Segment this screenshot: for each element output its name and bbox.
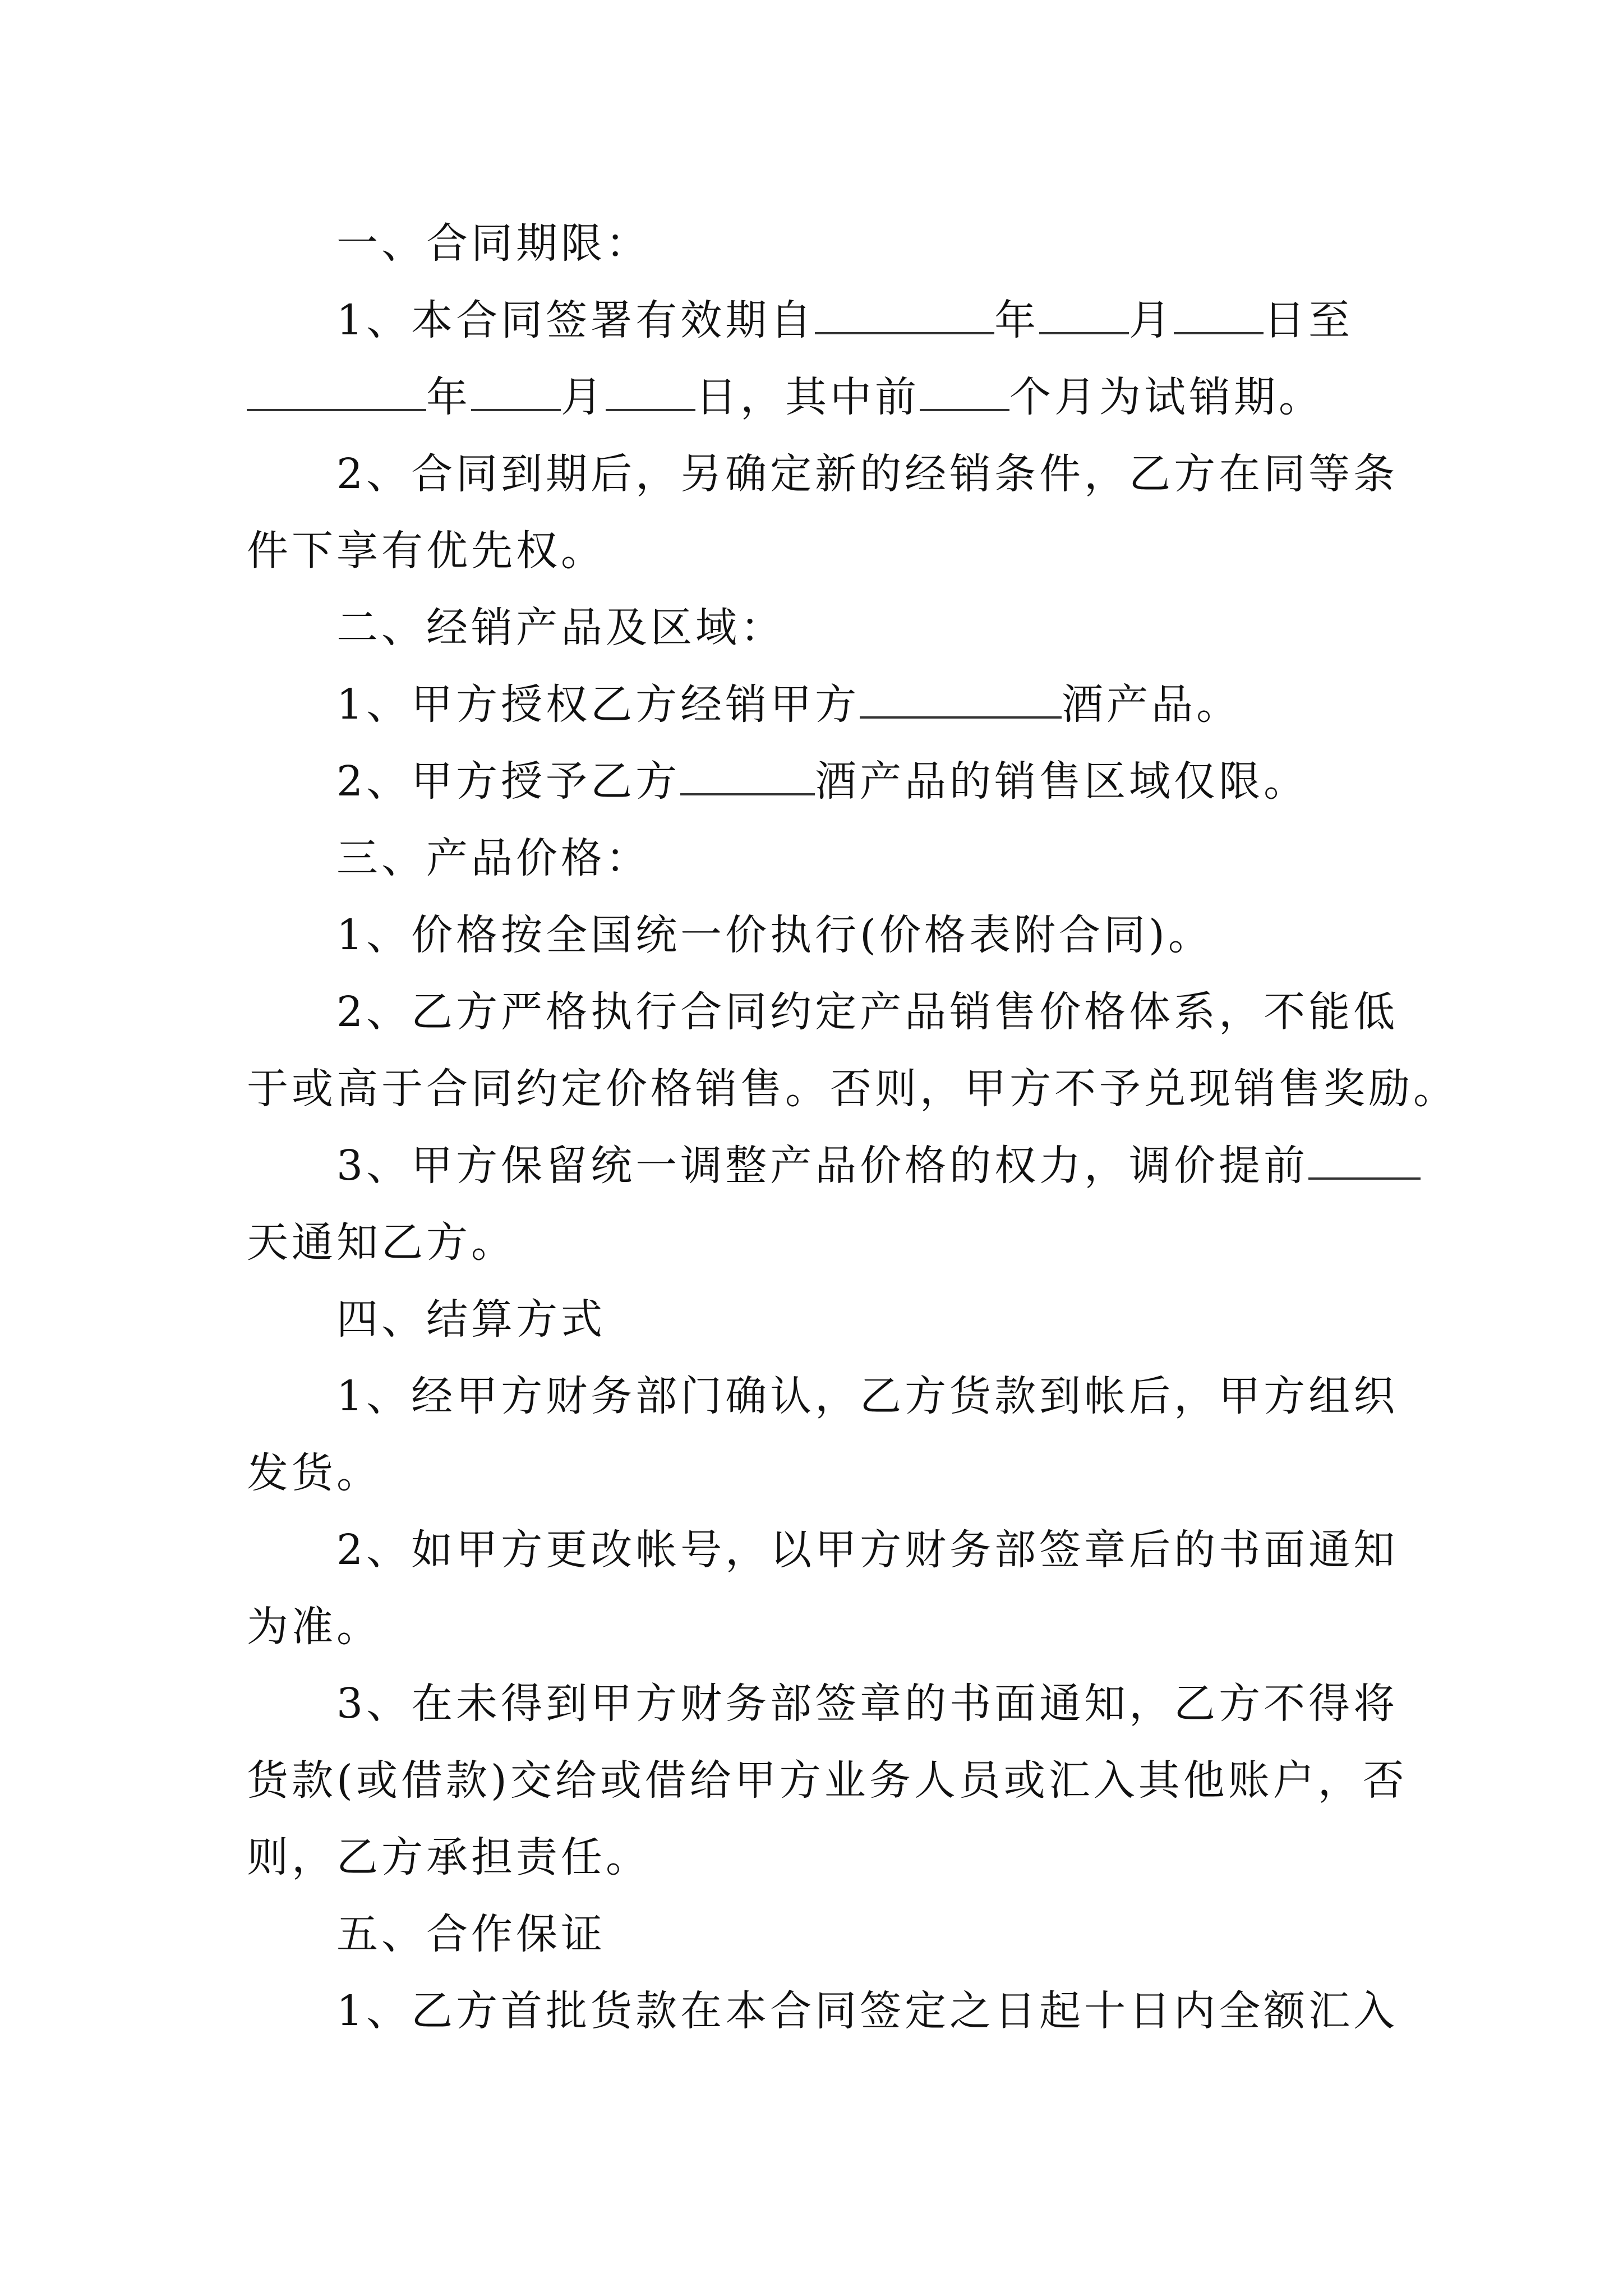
clause-1-1-line-2: 年 月 日，其中前 个月为试销期。 bbox=[247, 359, 1623, 436]
clause-2-2: 2、甲方授予乙方 酒产品的销售区域仅限。 bbox=[336, 743, 1623, 820]
section-5-title: 五、合作保证 bbox=[336, 1910, 606, 1958]
blank-notice-days bbox=[1308, 1130, 1421, 1180]
clause-4-3-line-2: 货款(或借款)交给或借给甲方业务人员或汇入其他账户，否 bbox=[247, 1756, 1408, 1805]
section-4-title: 四、结算方式 bbox=[336, 1295, 606, 1343]
clause-4-2-line-1: 2、如甲方更改帐号，以甲方财务部签章后的书面通知 bbox=[336, 1526, 1399, 1574]
blank-trial-months bbox=[920, 362, 1009, 411]
blank-region-product bbox=[680, 746, 815, 795]
clause-4-2-line-2: 为准。 bbox=[247, 1603, 381, 1651]
section-3-title: 三、产品价格： bbox=[336, 834, 651, 882]
blank-product-name bbox=[860, 669, 1062, 719]
clause-3-2-line-2: 于或高于合同约定价格销售。否则，甲方不予兑现销售奖励。 bbox=[247, 1065, 1458, 1113]
section-1-title: 一、合同期限： bbox=[336, 219, 651, 268]
clause-4-3-line-3: 则，乙方承担责任。 bbox=[247, 1833, 651, 1881]
blank-start-day bbox=[1174, 285, 1264, 334]
section-2-title: 二、经销产品及区域： bbox=[336, 604, 785, 652]
blank-start-month bbox=[1039, 285, 1129, 334]
blank-end-month bbox=[471, 362, 561, 411]
clause-3-1: 1、价格按全国统一价执行(价格表附合同)。 bbox=[336, 911, 1213, 959]
clause-3-3-line-1: 3、甲方保留统一调整产品价格的权力，调价提前 bbox=[336, 1128, 1623, 1204]
blank-end-day bbox=[606, 362, 695, 411]
clause-4-1-line-1: 1、经甲方财务部门确认，乙方货款到帐后，甲方组织 bbox=[336, 1372, 1399, 1420]
clause-1-2-line-1: 2、合同到期后，另确定新的经销条件，乙方在同等条 bbox=[336, 450, 1399, 498]
clause-1-1-line-1: 1、本合同签署有效期自 年 月 日至 bbox=[336, 282, 1623, 359]
blank-start-year bbox=[815, 285, 994, 334]
clause-1-2-line-2: 件下享有优先权。 bbox=[247, 527, 606, 575]
clause-4-1-line-2: 发货。 bbox=[247, 1449, 381, 1497]
clause-3-2-line-1: 2、乙方严格执行合同约定产品销售价格体系，不能低 bbox=[336, 988, 1399, 1036]
clause-3-3-line-2: 天通知乙方。 bbox=[247, 1218, 516, 1267]
clause-5-1-line-1: 1、乙方首批货款在本合同签定之日起十日内全额汇入 bbox=[336, 1987, 1399, 2035]
clause-4-3-line-1: 3、在未得到甲方财务部签章的书面通知，乙方不得将 bbox=[336, 1680, 1399, 1728]
clause-2-1: 1、甲方授权乙方经销甲方 酒产品。 bbox=[336, 666, 1623, 743]
blank-end-year bbox=[247, 362, 426, 411]
